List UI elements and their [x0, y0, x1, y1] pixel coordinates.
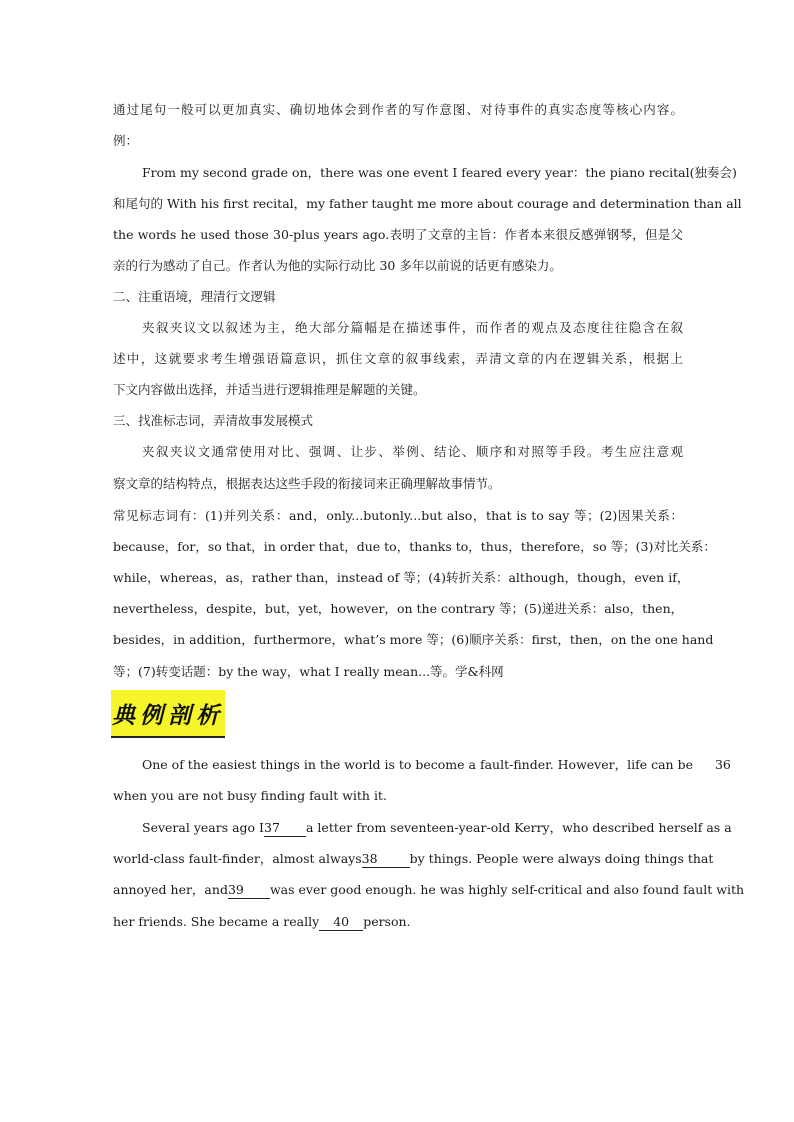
- example-line-1: From my second grade on，there was one event I feared every year：the piano recital(独奏会): [142, 165, 737, 180]
- question-number-36: 36: [714, 757, 731, 772]
- section3-heading: 三、找准标志词，弄清故事发展模式: [113, 413, 314, 428]
- passage-text: person.: [363, 914, 411, 929]
- passage-text: was ever good enough. he was highly self-critical and also found fault with: [269, 882, 745, 897]
- passage-text: by things. People were always doing things that: [409, 851, 714, 866]
- intro-line-1: 通过尾句一般可以更加真实、确切地体会到作者的写作意图、对待事件的真实态度等核心内容。: [113, 102, 683, 117]
- passage-p2-line-1: [142, 818, 732, 838]
- answer-blank-37[interactable]: 37: [264, 820, 306, 837]
- passage-p1-text: One of the easiest things in the world is to become a fault-finder. However，life can be: [142, 757, 693, 772]
- passage-text: a letter from seventeen-year-old Kerry，who described herself as a: [306, 820, 732, 835]
- intro-line-2: 例：: [113, 133, 139, 148]
- section3-line-2: 察文章的结构特点，根据表达这些手段的衔接词来正确理解故事情节。: [113, 476, 501, 491]
- markers-line-2: because，for，so that，in order that，due to，thanks to，thus，therefore，so 等；(3)对比关系：: [113, 539, 716, 554]
- passage-p2-line-3: [113, 880, 745, 900]
- section2-line-3: 下文内容做出选择，并适当进行逻辑推理是解题的关键。: [113, 382, 426, 397]
- markers-line-4: nevertheless，despite，but，yet，however，on the contrary 等；(5)递进关系：also，then，: [113, 601, 684, 616]
- markers-line-1: 常见标志词有：(1)并列关系：and，only...butonly...but also，that is to say 等；(2)因果关系：: [113, 508, 683, 523]
- markers-line-5: besides，in addition，furthermore，what’s more 等；(6)顺序关系：first，then，on the one hand: [113, 632, 714, 647]
- example-line-4: 亲的行为感动了自己。作者认为他的实际行动比 30 多年以前说的话更有感染力。: [113, 258, 562, 273]
- passage-p2-line-4: [113, 912, 683, 932]
- answer-blank-38[interactable]: 38: [362, 851, 410, 868]
- markers-line-3: while，whereas，as，rather than，instead of 等；(4)转折关系：although，though，even if，: [113, 570, 690, 585]
- passage-text: world-class fault-finder，almost always: [113, 851, 362, 866]
- passage-p1-line-1: [142, 755, 731, 775]
- example-line-2: 和尾句的 With his first recital，my father taught me more about courage and determination than all: [113, 196, 742, 211]
- passage-p1-line-2: when you are not busy finding fault with it.: [113, 788, 387, 803]
- answer-blank-40[interactable]: 40: [319, 914, 363, 931]
- section2-line-2: 述中，这就要求考生增强语篇意识，抓住文章的叙事线索，弄清文章的内在逻辑关系，根据上: [113, 351, 683, 366]
- section2-heading: 二、注重语境，理清行文逻辑: [113, 289, 276, 304]
- passage-text: annoyed her，and: [113, 882, 228, 897]
- answer-blank-39[interactable]: 39: [228, 882, 270, 899]
- passage-text: her friends. She became a really: [113, 914, 320, 929]
- markers-line-6: 等；(7)转变话题：by the way，what I really mean...等。学&科网: [113, 664, 504, 679]
- typical-example-badge: 典例剖析: [111, 690, 225, 738]
- passage-p2-line-2: [113, 849, 714, 869]
- section2-line-1: 夹叙夹议文以叙述为主，绝大部分篇幅是在描述事件，而作者的观点及态度往往隐含在叙: [142, 320, 683, 335]
- section3-line-1: 夹叙夹议文通常使用对比、强调、让步、举例、结论、顺序和对照等手段。考生应注意观: [142, 444, 683, 459]
- example-line-3: the words he used those 30-plus years ago.表明了文章的主旨：作者本来很反感弹钢琴，但是父: [113, 227, 683, 242]
- passage-text: Several years ago I: [142, 820, 264, 835]
